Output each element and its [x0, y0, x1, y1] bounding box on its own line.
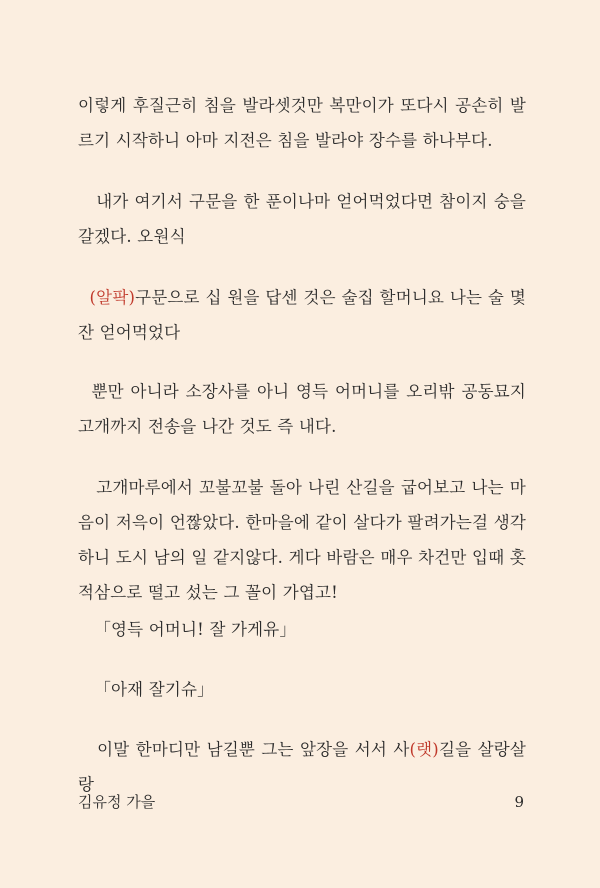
paragraph-4: 뿐만 아니라 소장사를 아니 영득 어머니를 오리밖 공동묘지 고개까지 전송을 나간 것도 즉 내다.	[78, 382, 526, 436]
dialogue-1: 「영득 어머니! 잘 가게유」	[78, 620, 297, 639]
annotation-red: (알팍)	[89, 288, 136, 307]
dialogue-2: 「아재 잘기슈」	[78, 680, 214, 699]
paragraph-2: 내가 여기서 구문을 한 푼이나마 얻어먹었다면 참이지 숭을 갈겠다. 오원식	[78, 192, 526, 246]
paragraph-5: 고개마루에서 꼬불꼬불 돌아 나린 산길을 굽어보고 나는 마음이 저윽이 언짢았다. 한마을에 같이 살다가 팔려가는걸 생각하니 도시 남의 일 같지않다. 게다 바람은 매우 차건만 입때 홋적삼으로 떨고 섰는 그 꼴이 가엽고!	[78, 478, 526, 602]
annotation-red: (랫)	[409, 740, 439, 759]
paragraph-6: 이말 한마디만 남길뿐 그는 앞장을 서서 사(랫)길을 살랑살랑	[78, 740, 526, 794]
page-number: 9	[514, 793, 524, 811]
paragraph-1: 이렇게 후질근히 침을 발라셋것만 복만이가 또다시 공손히 발르기 시작하니 아마 지전은 침을 발라야 장수를 하나부다.	[78, 96, 526, 150]
paragraph-3: (알팍)구문으로 십 원을 답센 것은 술집 할머니요 나는 술 몇 잔 얻어먹었다	[78, 288, 526, 342]
footer-title: 김유정 가을	[78, 793, 156, 811]
